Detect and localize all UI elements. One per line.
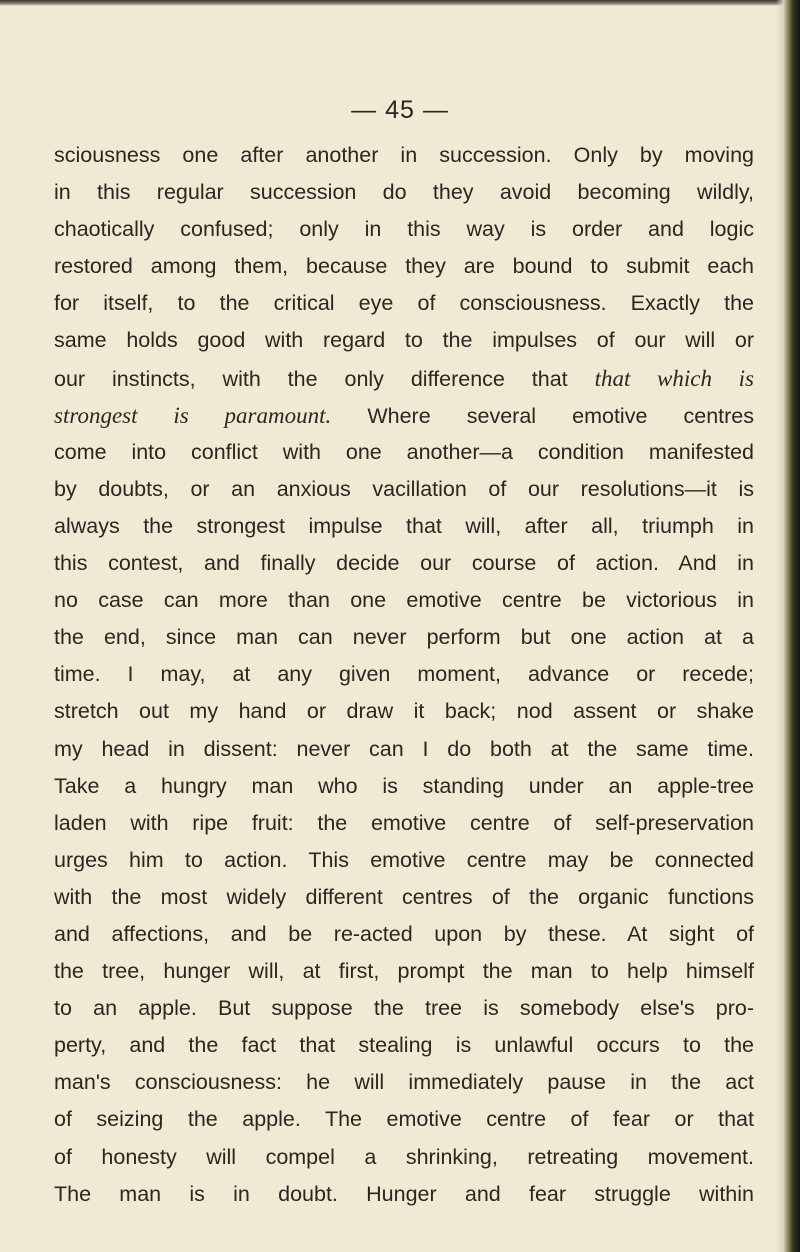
text-line: to an apple. But suppose the tree is somebody else's pro- — [54, 996, 754, 1021]
text-line: no case can more than one emotive centre be victorious in — [54, 588, 754, 613]
text-line — [54, 360, 754, 397]
text-line: The man is in doubt. Hunger and fear struggle within — [54, 1181, 754, 1206]
text-line-regular: our instincts, with the only difference that — [54, 366, 595, 391]
text-line: perty, and the fact that stealing is unlawful occurs to the — [54, 1033, 754, 1058]
text-line: in this regular succession do they avoid becoming wildly, — [54, 180, 754, 205]
text-line: by doubts, or an anxious vacillation of our resolutions—it is — [54, 476, 754, 501]
page-number: — 45 — — [351, 96, 449, 124]
text-line: for itself, to the critical eye of consciousness. Exactly the — [54, 291, 754, 316]
text-line: urges him to action. This emotive centre may be connected — [54, 847, 754, 872]
body-text — [54, 137, 754, 1213]
text-line-italic: that which is — [594, 365, 755, 391]
text-line: of honesty will compel a shrinking, retreating movement. — [54, 1144, 754, 1169]
text-line: the tree, hunger will, at first, prompt the man to help himself — [54, 959, 754, 984]
text-line: of seizing the apple. The emotive centre of fear or that — [54, 1107, 754, 1132]
text-line: the end, since man can never perform but one action at a — [54, 625, 754, 650]
text-line: with the most widely different centres of the organic functions — [54, 884, 754, 909]
text-line: stretch out my hand or draw it back; nod assent or shake — [54, 699, 754, 724]
text-line — [54, 397, 754, 434]
text-line: my head in dissent: never can I do both at the same time. — [54, 736, 754, 761]
text-line-regular: Where several emotive centres — [331, 403, 754, 428]
page-gutter-shade — [776, 0, 784, 1252]
text-line: sciousness one after another in succession. Only by moving — [54, 143, 754, 167]
text-line: and affections, and be re-acted upon by these. At sight of — [54, 921, 754, 946]
text-line: same holds good with regard to the impulses of our will or — [54, 328, 754, 353]
text-line: come into conflict with one another—a condition manifested — [54, 439, 754, 464]
text-line: laden with ripe fruit: the emotive centre of self-preservation — [54, 810, 754, 835]
text-line: man's consciousness: he will immediately pause in the act — [54, 1070, 754, 1095]
text-line-italic: strongest is paramount. — [54, 402, 332, 428]
text-line: restored among them, because they are bound to submit each — [54, 254, 754, 279]
text-line: this contest, and finally decide our course of action. And in — [54, 551, 754, 576]
text-line: time. I may, at any given moment, advance or recede; — [54, 662, 754, 687]
page-top-shadow — [0, 0, 800, 6]
text-line: Take a hungry man who is standing under an apple-tree — [54, 773, 754, 798]
page-binding-edge — [784, 0, 800, 1252]
text-line: always the strongest impulse that will, after all, triumph in — [54, 513, 754, 538]
text-line: chaotically confused; only in this way is order and logic — [54, 217, 754, 242]
